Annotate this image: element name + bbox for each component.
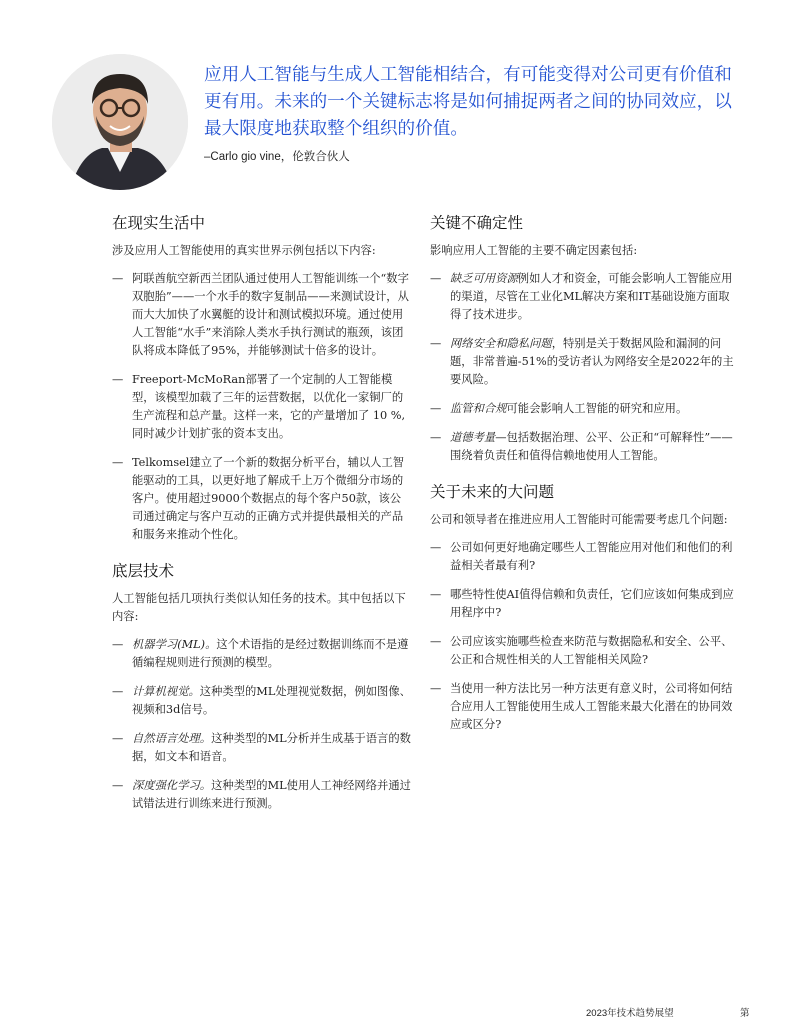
- left-column: [112, 212, 412, 829]
- list-item: [112, 777, 412, 813]
- example-list: [112, 270, 412, 544]
- list-item: — 哪些特性使AI值得信赖和负责任，它们应该如何集成到应用程序中?: [430, 586, 740, 622]
- section-tech: [112, 560, 412, 813]
- term: 监管和合规: [450, 402, 507, 415]
- term: 深度强化学习。: [132, 779, 212, 792]
- list-item: — 公司如何更好地确定哪些人工智能应用对他们和他们的利益相关者最有利?: [430, 539, 740, 575]
- list-item: [112, 683, 412, 719]
- term-desc: ，特别是关于数据风险和漏洞的问题，非常普遍-51%的受访者认为网络安全是2022年的主要风险。: [450, 337, 734, 386]
- term: 道德考量: [450, 431, 496, 444]
- portrait-illustration: [52, 54, 188, 190]
- term: 缺乏可用资源: [450, 272, 518, 285]
- term: 自然语言处理。: [132, 732, 212, 745]
- list-item: — 公司应该实施哪些检查来防范与数据隐私和安全、公平、公正和合规性相关的人工智能相关风险?: [430, 633, 740, 669]
- tech-list: [112, 636, 412, 813]
- right-column: [430, 212, 740, 750]
- term-desc: 例如人才和资金，可能会影响人工智能应用的渠道，尽管在工业化ML解决方案和IT基础设施方面取得了技术进步。: [450, 272, 733, 321]
- term: 网络安全和隐私问题: [450, 337, 552, 350]
- section-heading: 关键不确定性: [430, 214, 524, 232]
- term: 计算机视觉。: [132, 685, 200, 698]
- list-item: — Telkomsel建立了一个新的数据分析平台，辅以人工智能驱动的工具，以更好地了解成千上万个微细分市场的客户。使用超过9000个数据点的每个客户50款，该公司通过确定与客户互动的正确方式并提供最相关的产品和服务来推动个性化。: [112, 454, 412, 544]
- term: 机器学习(ML)。: [132, 638, 217, 651]
- question-list: [430, 539, 740, 734]
- avatar: [52, 54, 188, 190]
- section-intro: 涉及应用人工智能使用的真实世界示例包括以下内容:: [112, 244, 376, 257]
- list-item: [430, 429, 740, 465]
- uncertainty-list: [430, 270, 740, 465]
- quote-attribution: –Carlo gio vine，伦敦合伙人: [204, 151, 350, 163]
- section-future: [430, 481, 740, 734]
- list-item: — 阿联酋航空新西兰团队通过使用人工智能训练一个“数字双胞胎”——一个水手的数字复制品——来测试设计，从而大大加快了水翼艇的设计和测试模拟环境。通过使用人工智能“水手”来消除人类水手执行测试的瓶颈，该团队将成本降低了95%，并能够测试十倍多的设计。: [112, 270, 412, 360]
- section-heading: 在现实生活中: [112, 214, 206, 232]
- footer-title: 2023年技术趋势展望: [586, 1008, 674, 1019]
- section-uncertainties: [430, 212, 740, 465]
- list-item: [112, 730, 412, 766]
- term-desc: —包括数据治理、公平、公正和“可解释性”——围绕着负责任和值得信赖地使用人工智能。: [450, 431, 733, 462]
- list-item: [430, 270, 740, 324]
- section-real-life: [112, 212, 412, 544]
- term-desc: 这种类型的ML使用人工神经网络并通过试错法进行训练来进行预测。: [132, 779, 411, 810]
- term-desc: 这种类型的ML处理视觉数据，例如图像、视频和3d信号。: [132, 685, 411, 716]
- section-intro: 公司和领导者在推进应用人工智能时可能需要考虑几个问题:: [430, 513, 728, 526]
- list-item: [430, 400, 740, 418]
- quote-block: [52, 52, 752, 192]
- section-heading: 底层技术: [112, 562, 175, 580]
- list-item: — 当使用一种方法比另一种方法更有意义时，公司将如何结合应用人工智能使用生成人工智能来最大化潜在的协同效应或区分?: [430, 680, 740, 734]
- list-item: [112, 636, 412, 672]
- section-intro: 人工智能包括几项执行类似认知任务的技术。其中包括以下内容:: [112, 592, 406, 623]
- list-item: — Freeport-McMoRan部署了一个定制的人工智能模型，该模型加载了三年的运营数据，以优化一家铜厂的生产流程和总产量。这样一来，它的产量增加了 10 %,同时减少计划扩张的资本支出。: [112, 371, 412, 443]
- section-heading: 关于未来的大问题: [430, 483, 555, 501]
- list-item: [430, 335, 740, 389]
- term-desc: 这种类型的ML分析并生成基于语言的数据，如文本和语音。: [132, 732, 411, 763]
- term-desc: 可能会影响人工智能的研究和应用。: [506, 402, 688, 415]
- footer-page: 第: [740, 1008, 750, 1019]
- pull-quote: 应用人工智能与生成人工智能相结合，有可能变得对公司更有价值和更有用。未来的一个关键标志将是如何捕捉两者之间的协同效应，以最大限度地获取整个组织的价值。: [204, 65, 732, 139]
- term-desc: 这个术语指的是经过数据训练而不是遵循编程规则进行预测的模型。: [132, 638, 409, 669]
- section-intro: 影响应用人工智能的主要不确定因素包括:: [430, 244, 638, 257]
